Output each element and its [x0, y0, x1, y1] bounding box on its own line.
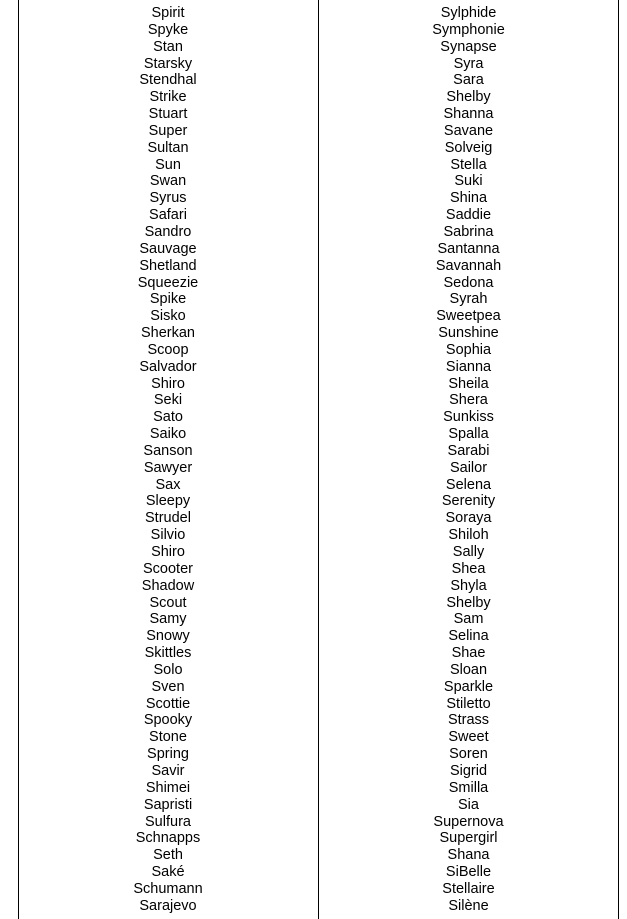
name-cell: Serenity [441, 493, 496, 510]
name-cell: Stiletto [446, 695, 491, 712]
name-cell: Shae [451, 645, 486, 662]
name-cell: Sunshine [438, 325, 499, 342]
name-cell: Stuart [148, 106, 188, 123]
name-cell: Symphonie [432, 21, 505, 38]
name-cell: Stendhal [139, 72, 197, 89]
left-name-column [19, 5, 317, 915]
name-cell: Synapse [440, 38, 497, 55]
name-cell: Scout [149, 594, 187, 611]
name-cell: Soren [449, 746, 488, 763]
name-cell: Sweet [448, 729, 489, 746]
name-cell: Spirit [151, 5, 185, 21]
name-cell: Savir [151, 762, 185, 779]
name-cell: Scottie [145, 695, 191, 712]
name-cell: Selina [448, 628, 489, 645]
name-cell: Schnapps [135, 830, 201, 847]
name-cell: Sven [151, 678, 185, 695]
name-cell: Safari [149, 207, 187, 224]
name-cell: Sawyer [143, 459, 193, 476]
name-cell: Stone [149, 729, 187, 746]
name-cell: Strike [149, 89, 187, 106]
name-cell: Saddie [445, 207, 492, 224]
name-cell: Saiko [149, 426, 187, 443]
name-cell: Suki [454, 173, 483, 190]
name-cell: Sauvage [139, 240, 197, 257]
name-cell: Stan [153, 38, 183, 55]
name-cell: Sara [453, 72, 484, 89]
name-cell: Shiro [151, 375, 185, 392]
name-cell: Seth [153, 847, 183, 864]
name-cell: Sax [155, 476, 181, 493]
name-cell: Sylphide [440, 5, 497, 21]
name-cell: Spooky [143, 712, 193, 729]
name-cell: Starsky [143, 55, 193, 72]
name-cell: Sunkiss [443, 409, 494, 426]
name-cell: Sigrid [449, 762, 488, 779]
name-cell: Strass [447, 712, 490, 729]
name-cell: Sia [458, 796, 479, 813]
name-cell: Shadow [141, 577, 195, 594]
name-cell: Sleepy [145, 493, 191, 510]
name-cell: Sarajevo [139, 897, 197, 914]
name-cell: Super [148, 122, 188, 139]
name-cell: Sheila [448, 375, 489, 392]
name-cell: Scooter [143, 560, 193, 577]
name-cell: Sultan [147, 139, 189, 156]
name-cell: Sapristi [143, 796, 193, 813]
name-cell: Shelby [446, 594, 491, 611]
name-cell: SiBelle [445, 864, 492, 881]
name-cell: Schumann [133, 880, 203, 897]
right-name-column [319, 5, 618, 915]
name-cell: Sun [155, 156, 181, 173]
name-cell: Smilla [448, 779, 489, 796]
name-cell: Sandro [144, 223, 192, 240]
name-cell: Sweetpea [436, 308, 501, 325]
name-cell: Savane [443, 122, 494, 139]
name-cell: Spike [149, 291, 187, 308]
name-cell: Shea [451, 560, 486, 577]
name-cell: Snowy [146, 628, 190, 645]
name-cell: Shetland [139, 257, 197, 274]
name-cell: Shanna [443, 106, 494, 123]
name-cell: Salvador [139, 358, 197, 375]
name-cell: Soraya [445, 510, 492, 527]
name-cell: Sam [453, 611, 484, 628]
name-cell: Supergirl [439, 830, 498, 847]
name-cell: Sabrina [443, 223, 494, 240]
name-cell: Stella [450, 156, 487, 173]
name-cell: Selena [445, 476, 492, 493]
name-cell: Shina [449, 190, 488, 207]
name-cell: Spalla [448, 426, 489, 443]
name-cell: Samy [149, 611, 187, 628]
name-cell: Stellaire [442, 880, 495, 897]
name-cell: Shyla [450, 577, 487, 594]
name-cell: Skittles [144, 645, 192, 662]
name-cell: Silvio [150, 527, 186, 544]
name-cell: Syra [453, 55, 484, 72]
name-cell: Sparkle [443, 678, 494, 695]
name-cell: Squeezie [137, 274, 199, 291]
name-cell: Sulfura [145, 813, 191, 830]
name-cell: Shelby [446, 89, 491, 106]
name-cell: Shiro [151, 544, 185, 560]
name-cell: Solveig [444, 139, 493, 156]
name-cell: Sianna [445, 358, 492, 375]
name-cell: Syrus [149, 190, 187, 207]
name-cell: Syrah [449, 291, 488, 308]
name-cell: Savannah [435, 257, 502, 274]
name-cell: Sailor [449, 459, 488, 476]
name-cell: Seki [153, 392, 183, 409]
name-cell: Shimei [145, 779, 191, 796]
name-cell: Spyke [147, 21, 189, 38]
name-cell: Sisko [150, 308, 186, 325]
name-cell: Spring [147, 746, 189, 763]
name-cell: Sedona [443, 274, 494, 291]
name-cell: Silène [448, 897, 489, 914]
name-cell: Santanna [437, 240, 500, 257]
name-cell: Saké [151, 864, 185, 881]
name-cell: Strudel [145, 510, 191, 527]
name-cell: Scoop [147, 341, 189, 358]
name-cell: Sloan [449, 661, 488, 678]
name-cell: Shiloh [448, 527, 489, 544]
name-cell: Sophia [445, 341, 492, 358]
name-cell: Shera [449, 392, 488, 409]
name-cell: Sally [452, 544, 485, 560]
name-cell: Sarabi [447, 442, 490, 459]
name-cell: Sanson [143, 442, 193, 459]
name-cell: Swan [149, 173, 187, 190]
name-cell: Shana [447, 847, 490, 864]
name-cell: Solo [153, 661, 183, 678]
name-cell: Sato [153, 409, 183, 426]
name-cell: Sherkan [140, 325, 195, 342]
name-cell: Supernova [433, 813, 504, 830]
